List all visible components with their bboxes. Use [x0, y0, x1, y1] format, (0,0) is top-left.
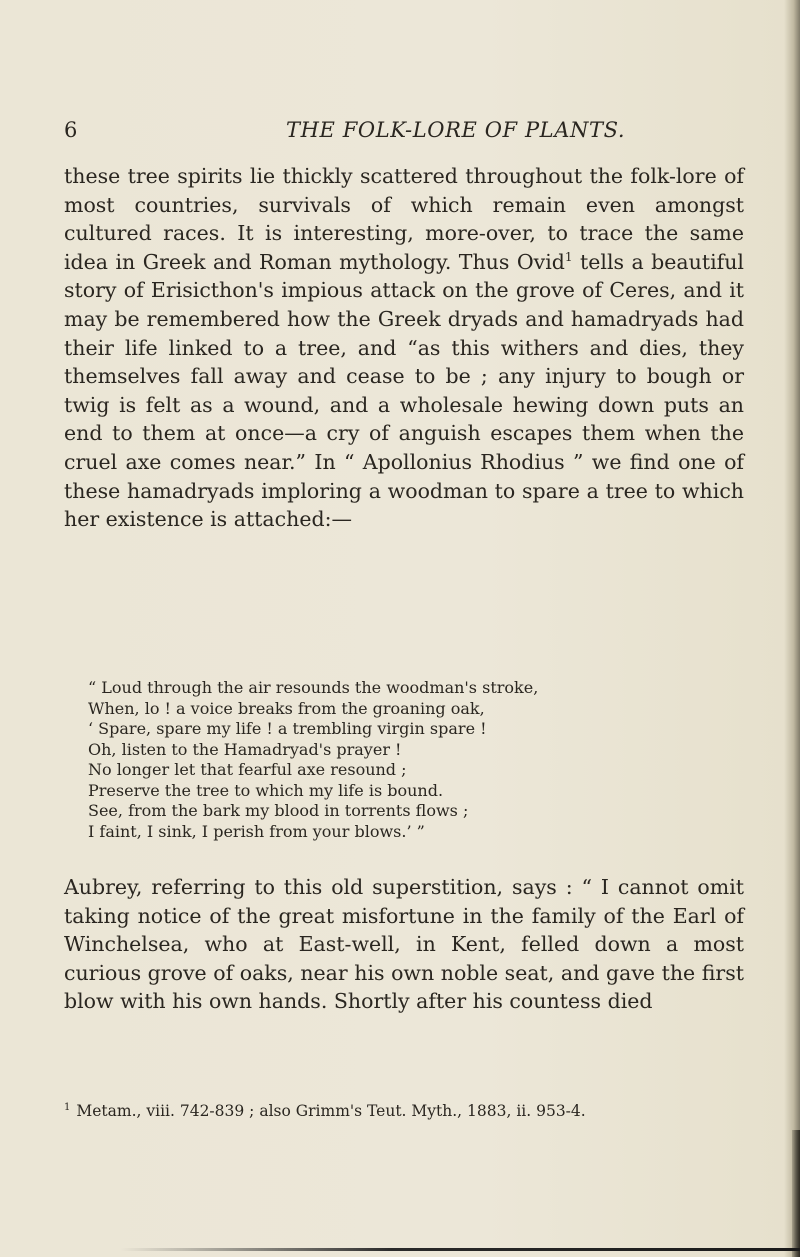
footnote-text: Metam., viii. 742-839 ; also Grimm's Teut. Myth., 1883, ii. 953-4. — [76, 1102, 586, 1121]
running-title: THE FOLK-LORE OF PLANTS. — [286, 118, 626, 142]
poem-line: Oh, listen to the Hamadryad's prayer ! — [88, 739, 402, 759]
page-number: 6 — [64, 118, 78, 142]
footnote — [64, 1097, 744, 1122]
poem-line: I faint, I sink, I perish from your blows.’ ” — [88, 821, 425, 841]
poem-line: See, from the bark my blood in torrents flows ; — [88, 801, 469, 820]
poem-line: ‘ Spare, spare my life ! a trembling virgin spare ! — [88, 719, 487, 738]
page-edge-dark — [792, 1130, 800, 1257]
paragraph-1 — [64, 162, 744, 534]
footnote-reference: 1 — [564, 249, 573, 264]
page-bottom-rule — [120, 1248, 800, 1251]
paragraph-2: Aubrey, referring to this old superstition, says : “ I cannot omit taking notice of the great misfortune in the family of the Earl of Winchelsea, who at East-well, in Kent, felled down a most curious grove of oaks, near his own noble seat, and gave the first blow with his own hands. Shortly after his countess died — [64, 875, 744, 1014]
page-edge-shadow — [784, 0, 800, 1257]
page-header — [0, 118, 800, 148]
poem-quotation — [88, 678, 748, 842]
poem-line: “ Loud through the air resounds the woodman's stroke, — [88, 678, 539, 697]
paragraph-1-text-a: these tree spirits lie thickly scattered throughout the folk-lore of most countries, survivals of which remain even amongst cultured races. It is interesting, more-over, to trace the same idea in Greek and Roman mythology. Thus Ovid — [64, 164, 744, 274]
poem-line: Preserve the tree to which my life is bound. — [88, 780, 444, 800]
footnote-marker: 1 — [64, 1102, 71, 1113]
paragraph-1-text-b: tells a beautiful story of Erisicthon's impious attack on the grove of Ceres, and it may be remembered how the Greek dryads and hamadryads had their life linked to a tree, and “as this withers and dies, they themselves fall away and cease to be ; any injury to bough or twig is felt as a wound, and a wholesale hewing down puts an end to them at once—a cry of anguish escapes them when the cruel axe comes near.” In “ Apollonius Rhodius ” we find one of these hamadryads imploring a woodman to spare a tree to which her existence is attached:— — [64, 249, 744, 532]
poem-line: When, lo ! a voice breaks from the groaning oak, — [88, 698, 485, 718]
poem-line: No longer let that fearful axe resound ; — [88, 760, 407, 779]
